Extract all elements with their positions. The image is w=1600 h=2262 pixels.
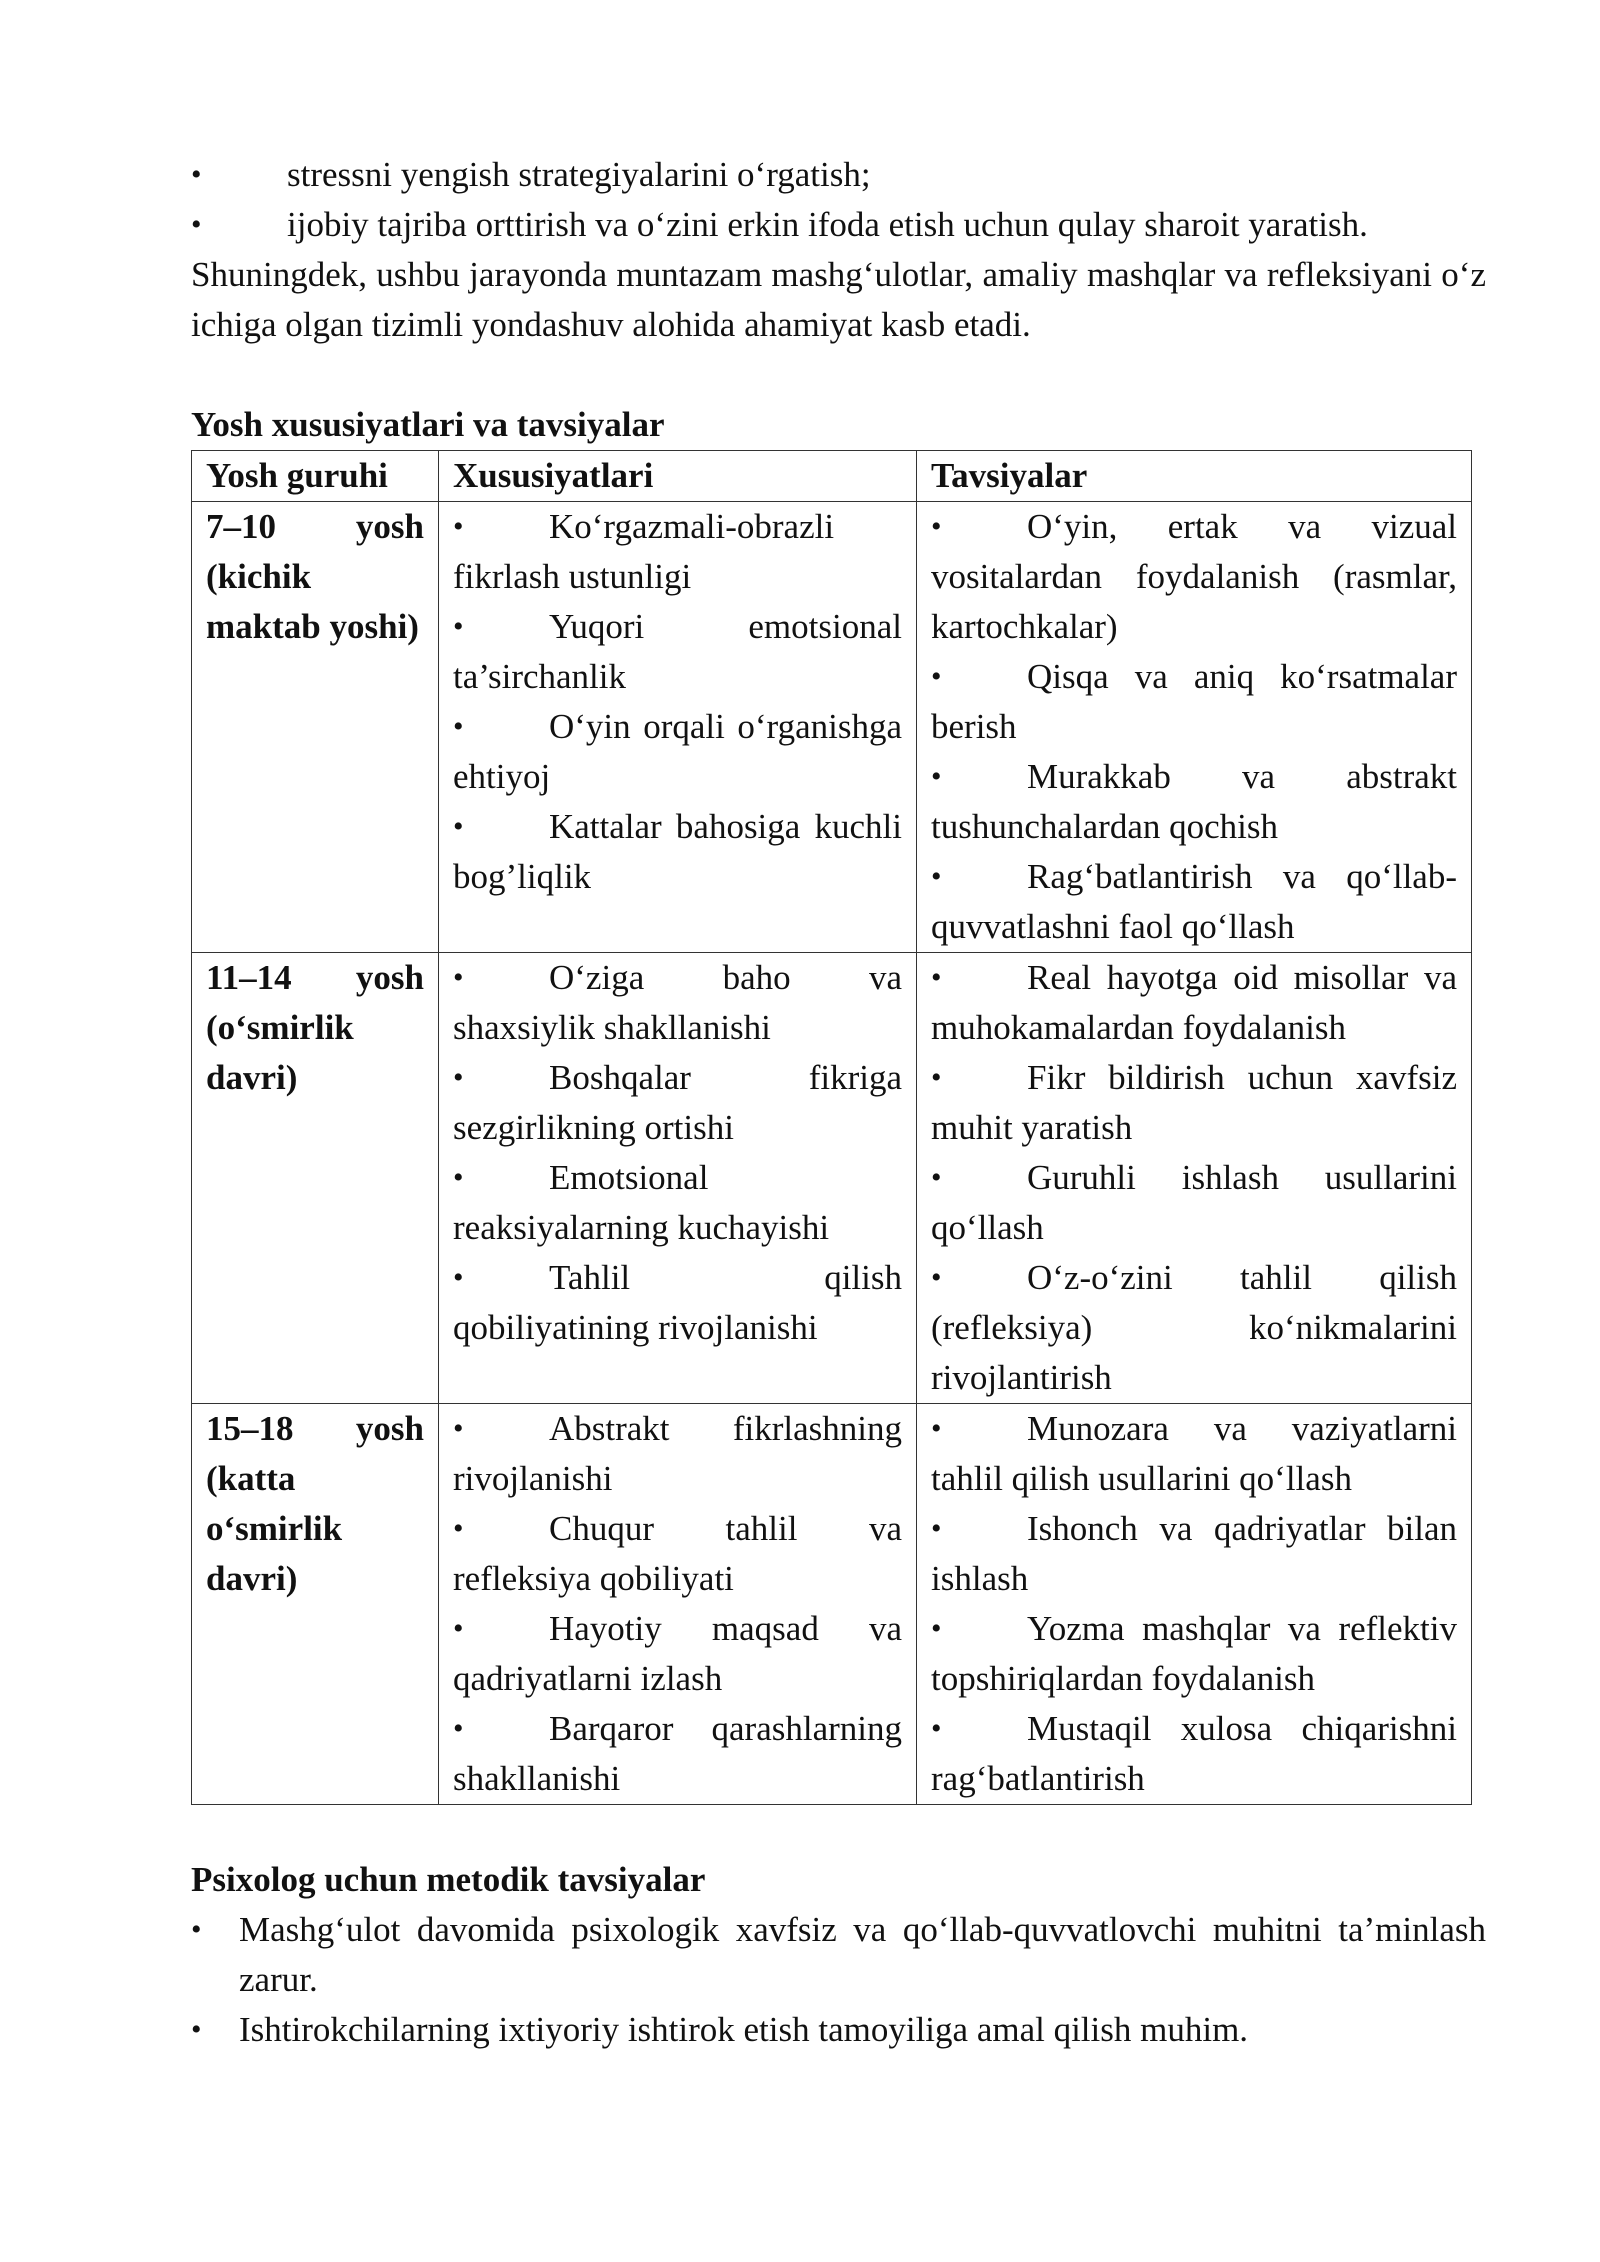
age-group-cell: 7–10 yosh (kichik maktab yoshi) <box>192 502 439 953</box>
list-item: • Yuqori emotsional ta’sirchanlik <box>453 602 902 702</box>
list-item: • Qisqa va aniq ko‘rsatmalar berish <box>931 652 1457 752</box>
list-item <box>191 2005 1486 2055</box>
features-cell <box>439 1404 917 1805</box>
recommendations-cell <box>917 953 1472 1404</box>
list-item: • Murakkab va abstrakt tushunchalardan qochish <box>931 752 1457 852</box>
age-group-cell: 15–18 yosh (katta o‘smirlik davri) <box>192 1404 439 1805</box>
list-item <box>191 200 1486 250</box>
list-item: • Chuqur tahlil va refleksiya qobiliyati <box>453 1504 902 1604</box>
column-header: Tavsiyalar <box>917 451 1472 502</box>
list-item: • Abstrakt fikrlashning rivojlanishi <box>453 1404 902 1504</box>
list-item: • O‘z-o‘zini tahlil qilish (refleksiya) ko‘nikmalarini rivojlantirish <box>931 1253 1457 1403</box>
list-item: • Yozma mashqlar va reflektiv topshiriqlardan foydalanish <box>931 1604 1457 1704</box>
list-item: • Fikr bildirish uchun xavfsiz muhit yaratish <box>931 1053 1457 1153</box>
list-item: • Ko‘rgazmali-obrazli fikrlash ustunligi <box>453 502 902 602</box>
list-item: • Real hayotga oid misollar va muhokamalardan foydalanish <box>931 953 1457 1053</box>
intro-bullet-list <box>191 150 1486 250</box>
document-page <box>191 150 1486 2055</box>
section-title-age: Yosh xususiyatlari va tavsiyalar <box>191 405 665 444</box>
age-group-cell: 11–14 yosh (o‘smirlik davri) <box>192 953 439 1404</box>
bullet-text: Mashg‘ulot davomida psixologik xavfsiz va qo‘llab-quvvatlovchi muhitni ta’minlash zarur. <box>239 1910 1486 1999</box>
list-item <box>191 150 1486 200</box>
table-row <box>192 502 1472 953</box>
list-item: • O‘yin, ertak va vizual vositalardan foydalanish (rasmlar, kartochkalar) <box>931 502 1457 652</box>
features-cell <box>439 502 917 953</box>
bullet-text: ijobiy tajriba orttirish va o‘zini erkin ifoda etish uchun qulay sharoit yaratish. <box>287 205 1368 244</box>
list-item: • Munozara va vaziyatlarni tahlil qilish usullarini qo‘llash <box>931 1404 1457 1504</box>
table-row <box>192 953 1472 1404</box>
list-item: • Rag‘batlantirish va qo‘llab-quvvatlashni faol qo‘llash <box>931 852 1457 952</box>
recommendations-cell <box>917 1404 1472 1805</box>
list-item: • Tahlil qilish qobiliyatining rivojlanishi <box>453 1253 902 1353</box>
bullet-text: Ishtirokchilarning ixtiyoriy ishtirok etish tamoyiliga amal qilish muhim. <box>239 2010 1249 2049</box>
list-item: • Kattalar bahosiga kuchli bog’liqlik <box>453 802 902 902</box>
section-title-methods: Psixolog uchun metodik tavsiyalar <box>191 1860 706 1899</box>
bullet-icon: • <box>191 1913 202 1946</box>
list-item: • Guruhli ishlash usullarini qo‘llash <box>931 1153 1457 1253</box>
list-item: • Boshqalar fikriga sezgirlikning ortishi <box>453 1053 902 1153</box>
table-header-row <box>192 451 1472 502</box>
list-item: • Emotsional reaksiyalarning kuchayishi <box>453 1153 902 1253</box>
age-recommendations-table <box>191 450 1472 1805</box>
intro-paragraph: Shuningdek, ushbu jarayonda muntazam mashg‘ulotlar, amaliy mashqlar va refleksiyani o‘z ichiga olgan tizimli yondashuv alohida ahamiyat kasb etadi. <box>191 255 1486 344</box>
bullet-icon: • <box>191 208 202 241</box>
features-cell <box>439 953 917 1404</box>
list-item: • O‘ziga baho va shaxsiylik shakllanishi <box>453 953 902 1053</box>
method-bullet-list <box>191 1905 1486 2055</box>
table-row <box>192 1404 1472 1805</box>
list-item: • O‘yin orqali o‘rganishga ehtiyoj <box>453 702 902 802</box>
list-item: • Hayotiy maqsad va qadriyatlarni izlash <box>453 1604 902 1704</box>
column-header: Xususiyatlari <box>439 451 917 502</box>
list-item <box>191 1905 1486 2005</box>
list-item: • Mustaqil xulosa chiqarishni rag‘batlantirish <box>931 1704 1457 1804</box>
recommendations-cell <box>917 502 1472 953</box>
list-item: • Barqaror qarashlarning shakllanishi <box>453 1704 902 1804</box>
bullet-icon: • <box>191 158 202 191</box>
bullet-icon: • <box>191 2013 202 2046</box>
bullet-text: stressni yengish strategiyalarini o‘rgatish; <box>287 155 871 194</box>
list-item: • Ishonch va qadriyatlar bilan ishlash <box>931 1504 1457 1604</box>
column-header: Yosh guruhi <box>192 451 439 502</box>
